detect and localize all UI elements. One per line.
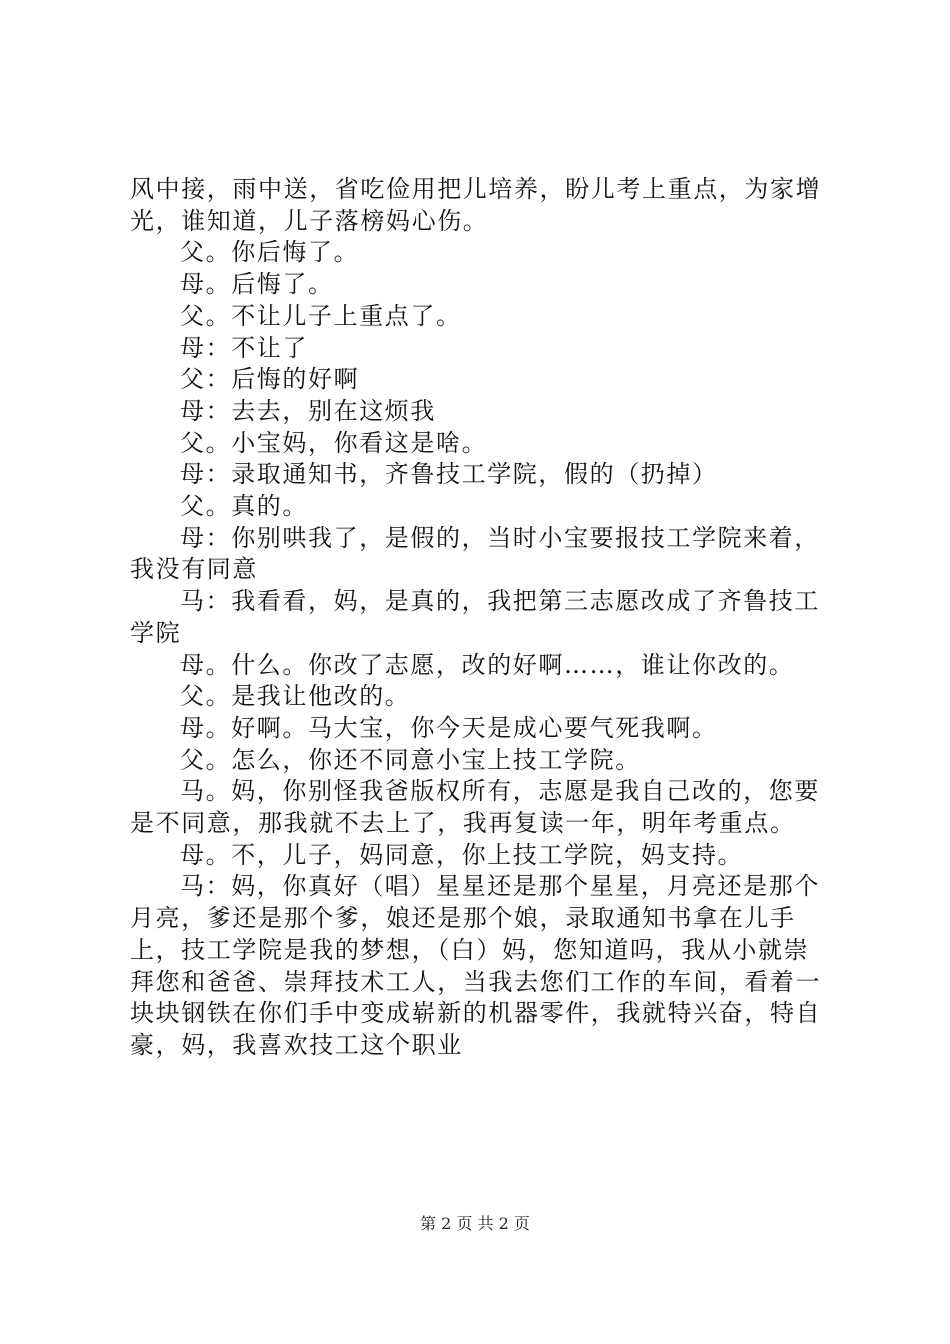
paragraph: 马：妈，你真好（唱）星星还是那个星星，月亮还是那个月亮，爹还是那个爹，娘还是那个娘，录取通知书拿在儿手上，技工学院是我的梦想，（白）妈，您知道吗，我从小就崇拜您和爸爸、崇拜技术工人，当我去您们工作的车间，看着一块块钢铁在你们手中变成崭新的机器零件，我就特兴奋，特自豪，妈，我喜欢技工这个职业 <box>130 872 822 1059</box>
paragraph: 父。你后悔了。 <box>180 238 360 267</box>
paragraph: 父。怎么，你还不同意小宝上技工学院。 <box>180 745 641 774</box>
paragraph: 父。不让儿子上重点了。 <box>180 301 462 330</box>
paragraph: 马：我看看，妈，是真的，我把第三志愿改成了齐鲁技工学院 <box>130 587 820 647</box>
document-body <box>130 174 830 1062</box>
paragraph: 母：不让了 <box>180 333 308 362</box>
paragraph: 母。后悔了。 <box>180 270 334 299</box>
paragraph: 母。不，儿子，妈同意，你上技工学院，妈支持。 <box>180 840 744 869</box>
paragraph: 父。小宝妈，你看这是啥。 <box>180 428 488 457</box>
paragraph: 父。是我让他改的。 <box>180 682 411 711</box>
paragraph: 母。好啊。马大宝，你今天是成心要气死我啊。 <box>180 713 718 742</box>
paragraph: 风中接，雨中送，省吃俭用把儿培养，盼儿考上重点，为家增光，谁知道，儿子落榜妈心伤。 <box>130 175 822 235</box>
paragraph: 父：后悔的好啊 <box>180 365 360 394</box>
paragraph: 母。什么。你改了志愿，改的好啊……，谁让你改的。 <box>180 650 795 679</box>
paragraph: 母：录取通知书，齐鲁技工学院，假的（扔掉） <box>180 460 718 489</box>
paragraph: 母：你别哄我了，是假的，当时小宝要报技工学院来着，我没有同意 <box>130 523 820 584</box>
page-number-footer: 第 2 页 共 2 页 <box>420 1214 530 1233</box>
paragraph: 父。真的。 <box>180 492 308 521</box>
paragraph: 母：去去，别在这烦我 <box>180 396 436 425</box>
paragraph: 马。妈，你别怪我爸版权所有，志愿是我自己改的，您要是不同意，那我就不去上了，我再复读一年，明年考重点。 <box>130 777 820 838</box>
